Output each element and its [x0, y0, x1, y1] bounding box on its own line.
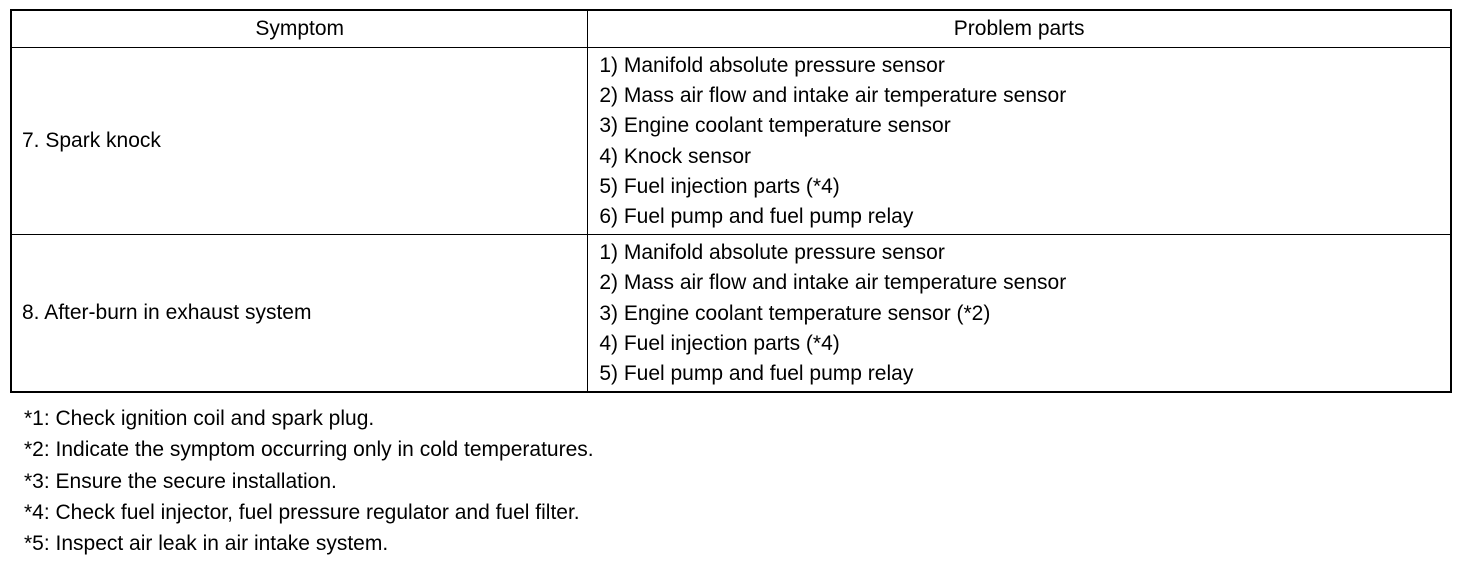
footnote: *1: Check ignition coil and spark plug.: [24, 407, 375, 430]
part-item: 4) Fuel injection parts (*4): [599, 331, 840, 355]
part-item: 1) Manifold absolute pressure sensor: [599, 54, 945, 77]
part-item: 3) Engine coolant temperature sensor: [599, 114, 951, 138]
symptom-table: [10, 9, 1452, 393]
part-item: 4) Knock sensor: [599, 144, 752, 168]
part-item: 2) Mass air flow and intake air temperature sensor: [599, 84, 1067, 108]
footnote: *4: Check fuel injector, fuel pressure regulator and fuel filter.: [24, 500, 580, 524]
table-row: [11, 235, 1451, 392]
table-header-row: [11, 10, 1451, 48]
part-item: 3) Engine coolant temperature sensor (*2): [599, 301, 991, 325]
footnote: *2: Indicate the symptom occurring only in cold temperatures.: [24, 438, 594, 462]
part-item: 2) Mass air flow and intake air temperature sensor: [599, 271, 1067, 295]
footnote: *5: Inspect air leak in air intake system.: [24, 532, 389, 556]
table-row: [11, 48, 1451, 235]
header-symptom: Symptom: [11, 10, 588, 48]
part-item: 5) Fuel pump and fuel pump relay: [599, 361, 914, 385]
parts-cell: [588, 235, 1451, 392]
footnote: *3: Ensure the secure installation.: [24, 469, 337, 493]
symptom-cell: 7. Spark knock: [11, 48, 588, 235]
part-item: 5) Fuel injection parts (*4): [599, 174, 840, 198]
part-item: 1) Manifold absolute pressure sensor: [599, 241, 945, 265]
symptom-cell: 8. After-burn in exhaust system: [11, 235, 588, 392]
part-item: 6) Fuel pump and fuel pump relay: [599, 204, 914, 228]
parts-cell: [588, 48, 1451, 235]
footnotes: [24, 403, 594, 559]
header-problem-parts: Problem parts: [588, 10, 1451, 48]
